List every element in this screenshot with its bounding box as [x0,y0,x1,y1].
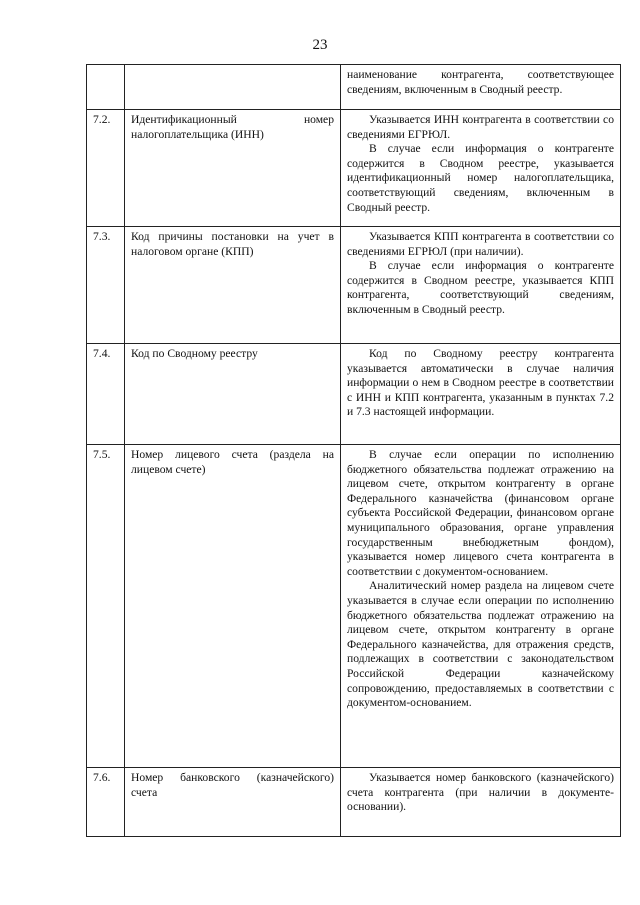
row-number-cell: 7.5. [87,445,125,768]
table-row [87,65,621,110]
field-description-cell [341,768,621,837]
field-description-cell [341,110,621,227]
field-name-cell: Номер банковского (казначейского) счета [125,768,341,837]
table-row [87,445,621,768]
table-row [87,110,621,227]
row-number-cell [87,65,125,110]
description-paragraph: В случае если информация о контрагенте содержится в Сводном реестре, указывается идентификационный номер налогоплательщика, соответствующий сведениям, включенным в Сводный реестр. [347,142,614,214]
field-description-cell [341,344,621,445]
field-description-cell [341,65,621,110]
field-name-cell: Код по Сводному реестру [125,344,341,445]
page-number: 23 [312,37,328,53]
description-paragraph: Код по Сводному реестру контрагента указывается автоматически в случае наличия информации о нем в Сводном реестре в соответствии с ИНН и КПП контрагента, указанным в пунктах 7.2 и 7.3 настоящей информации. [347,347,614,419]
field-name-cell [125,65,341,110]
row-number-cell: 7.2. [87,110,125,227]
row-number-cell: 7.6. [87,768,125,837]
description-paragraph: В случае если информация о контрагенте содержится в Сводном реестре, указывается КПП контрагента, соответствующий сведениям, включенным в Сводный реестр. [347,259,614,316]
requisites-table [86,64,621,837]
description-paragraph: В случае если операции по исполнению бюджетного обязательства подлежат отражению на лицевом счете, открытом контрагенту в органе Федерального казначейства (финансовом органе субъекта Российской Федерации, финансовом органе муниципального образования, органе управления государственным внебюджетным фондом), указывается номер лицевого счета контрагента в соответствии с документом-основанием. [347,448,614,578]
field-description-cell [341,227,621,344]
table-row [87,768,621,837]
description-paragraph: Указывается ИНН контрагента в соответствии со сведениями ЕГРЮЛ. [347,113,614,141]
table-row [87,227,621,344]
field-name-cell: Идентификационный номер налогоплательщика (ИНН) [125,110,341,227]
description-paragraph: Указывается номер банковского (казначейского) счета контрагента (при наличии в документе-основании). [347,771,614,814]
row-number-cell: 7.4. [87,344,125,445]
row-number-cell: 7.3. [87,227,125,344]
description-paragraph: Указывается КПП контрагента в соответствии со сведениями ЕГРЮЛ (при наличии). [347,230,614,258]
description-paragraph: наименование контрагента, соответствующее сведениям, включенным в Сводный реестр. [347,68,614,96]
field-name-cell: Код причины постановки на учет в налоговом органе (КПП) [125,227,341,344]
field-name-cell: Номер лицевого счета (раздела на лицевом счете) [125,445,341,768]
table-row [87,344,621,445]
description-paragraph: Аналитический номер раздела на лицевом счете указывается в случае если операции по исполнению бюджетного обязательства подлежат отражению на лицевом счете, открытом контрагенту в органе Федерального казначейства, для отражения средств, подлежащих в соответствии с законодательством Российской Федерации казначейскому сопровождению, предоставляемых в соответствии с документом-основанием. [347,579,614,710]
field-description-cell [341,445,621,768]
